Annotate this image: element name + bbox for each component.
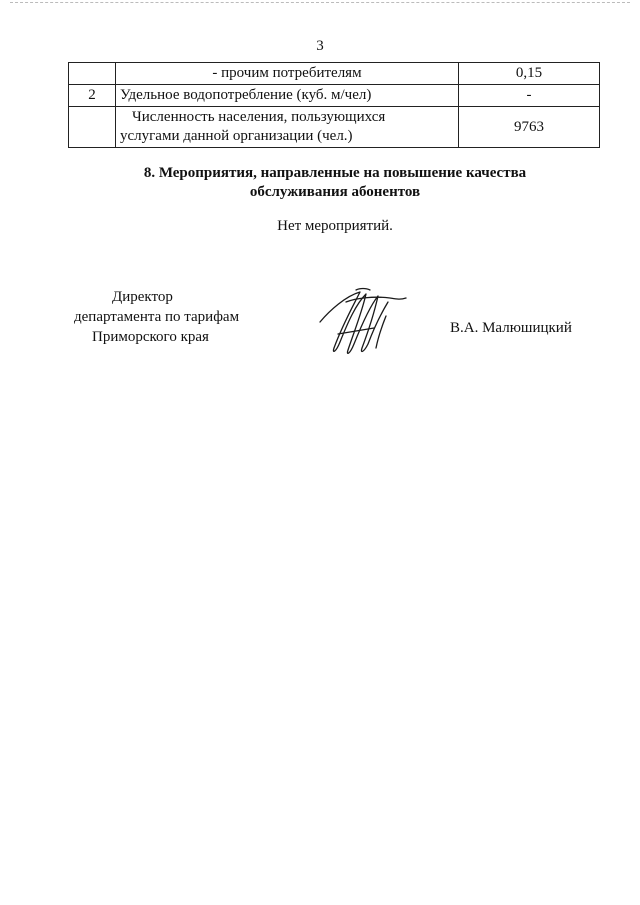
- table-row: [69, 107, 600, 148]
- section-title: [100, 164, 570, 202]
- section-title-line: 8. Мероприятия, направленные на повышение качества: [143, 165, 527, 181]
- position-line: Директор: [112, 289, 173, 305]
- section-body: Нет мероприятий.: [277, 218, 393, 234]
- handwritten-signature: [316, 282, 416, 362]
- table-cell-number: [69, 63, 116, 85]
- signer-name: В.А. Малюшицкий: [450, 320, 572, 336]
- table-cell-description: - прочим потребителям: [116, 63, 459, 85]
- table-cell-value: -: [459, 85, 600, 107]
- table-cell-description: [116, 107, 459, 148]
- section-title-line: обслуживания абонентов: [249, 184, 421, 200]
- table-row: [69, 85, 600, 107]
- table-cell-number: [69, 107, 116, 148]
- table-row: [69, 63, 600, 85]
- table-cell-value: 0,15: [459, 63, 600, 85]
- description-line: услугами данной организации (чел.): [120, 128, 353, 144]
- position-line: департамента по тарифам: [74, 309, 240, 325]
- page-number: 3: [316, 38, 324, 54]
- description-line: Численность населения, пользующихся: [132, 109, 386, 125]
- table-cell-description: Удельное водопотребление (куб. м/чел): [116, 85, 459, 107]
- scan-edge-line: [10, 2, 630, 4]
- position-line: Приморского края: [92, 329, 209, 345]
- indicator-table: [68, 62, 600, 148]
- table-cell-number: 2: [69, 85, 116, 107]
- table-cell-value: 9763: [459, 107, 600, 148]
- signatory-position: [70, 287, 270, 347]
